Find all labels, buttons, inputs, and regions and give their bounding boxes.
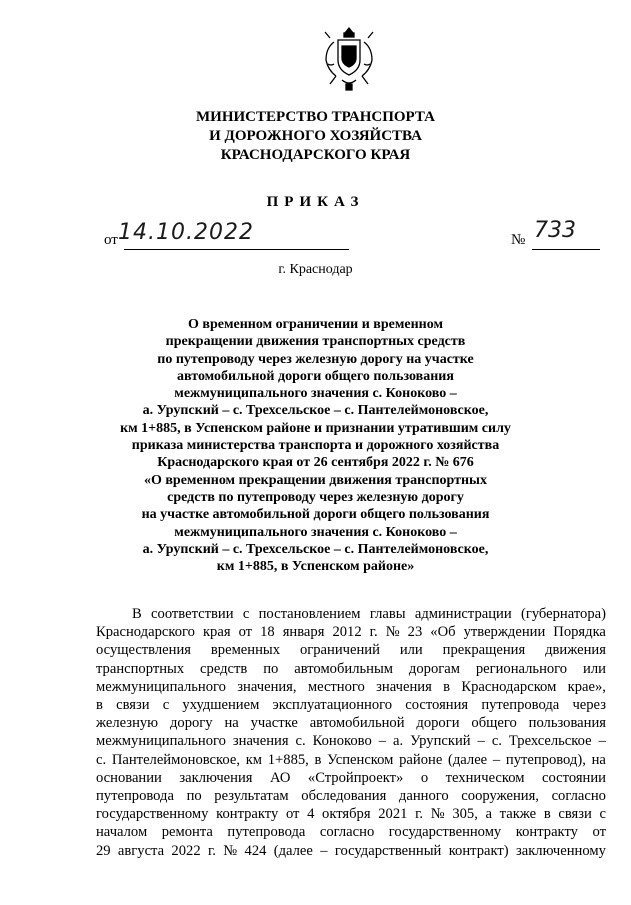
body-word: путепровода: [96, 788, 174, 805]
body-word: пользования: [528, 715, 606, 732]
body-word: км: [245, 751, 263, 768]
title-line: приказа министерства транспорта и дорожного хозяйства: [131, 438, 500, 454]
body-word: Пантелеймоновское,: [111, 751, 240, 768]
body-word: 1+885,: [267, 751, 309, 768]
body-word: прекращения: [442, 642, 526, 659]
body-word: г.: [369, 624, 378, 641]
body-word: местного: [307, 678, 365, 695]
body-word: 424: [244, 842, 267, 859]
body-word: с.: [96, 751, 107, 768]
body-word: транспортных: [96, 660, 185, 677]
body-word: регионального: [475, 660, 568, 677]
body-word: 23: [407, 624, 423, 641]
title-line: Краснодарского края от 26 сентября 2022 г. № 676: [157, 455, 474, 471]
body-word: автомобильным: [294, 660, 393, 677]
body-word: началом: [96, 824, 148, 841]
body-word: АО: [270, 769, 291, 786]
body-word: а: [485, 806, 492, 823]
body-word: заключения: [179, 769, 253, 786]
body-word: 305,: [452, 806, 478, 823]
body-text: [96, 605, 606, 860]
body-word: (губернатора): [520, 606, 606, 622]
body-word: Краснодарском: [461, 678, 557, 695]
body-word: техническом: [445, 769, 525, 786]
body-word: по: [263, 660, 279, 677]
handwritten-number: 733: [534, 218, 576, 243]
body-word: государственный: [334, 842, 442, 859]
body-word: железную: [96, 715, 159, 732]
body-word: постановлением: [258, 606, 361, 622]
body-word: в: [314, 751, 322, 768]
title-line: О временном ограничении и временном: [188, 317, 443, 332]
body-word: г.: [415, 806, 424, 823]
body-word: с.: [295, 733, 306, 750]
body-word: путепровод),: [505, 751, 586, 768]
handwritten-date: 14.10.2022: [118, 220, 254, 245]
body-line: [96, 842, 606, 860]
title-line: км 1+885, в Успенском районе»: [216, 559, 415, 575]
body-word: а.: [393, 733, 404, 750]
body-word: в: [543, 806, 551, 823]
ministry-name: [0, 108, 631, 165]
body-word: дороги: [416, 715, 460, 732]
body-word: основании: [96, 769, 162, 786]
body-word: заключенному: [515, 842, 606, 859]
body-word: районе: [399, 751, 443, 768]
body-word: осуществления: [96, 642, 191, 659]
body-line: [96, 787, 606, 805]
body-line: [96, 823, 606, 841]
body-word: автомобильной: [309, 715, 405, 732]
body-word: 29: [96, 842, 111, 859]
body-line: [96, 660, 606, 678]
body-line: [96, 769, 606, 787]
body-line: [96, 751, 606, 769]
body-word: крае»,: [567, 678, 606, 695]
body-word: обследования: [301, 788, 387, 805]
body-word: состоянии: [542, 769, 606, 786]
body-word: состояния: [405, 697, 469, 714]
date-label: от: [104, 232, 118, 248]
body-line: [96, 732, 606, 750]
body-word: путепровода: [227, 824, 306, 841]
body-word: или: [583, 660, 606, 677]
body-word: в: [96, 697, 103, 714]
body-line: [96, 678, 606, 696]
order-title: [0, 316, 631, 575]
body-word: Трехсельское: [508, 733, 592, 750]
title-line: на участке автомобильной дороги общего пользования: [141, 507, 490, 523]
body-word: Урупский: [410, 733, 471, 750]
body-word: ухудшением: [182, 697, 260, 714]
body-line: [96, 805, 606, 823]
body-word: движения: [545, 642, 606, 659]
body-word: Успенском: [327, 751, 394, 768]
body-word: значения: [376, 678, 432, 695]
body-word: с: [599, 806, 606, 823]
title-line: км 1+885, в Успенском районе и признании утратившим силу: [120, 420, 511, 436]
body-word: края: [202, 624, 231, 641]
body-line: [96, 696, 606, 714]
body-word: связи: [558, 806, 592, 823]
body-word: по: [186, 788, 202, 805]
body-word: или: [399, 642, 423, 659]
body-word: связи: [116, 697, 150, 714]
body-word: 4: [307, 806, 315, 823]
body-word: согласно: [551, 788, 606, 805]
body-word: от: [238, 624, 253, 641]
body-word: Коноково: [312, 733, 372, 750]
body-word: значения,: [237, 678, 297, 695]
body-word: Порядка: [553, 624, 606, 641]
body-word: Краснодарского: [96, 624, 195, 641]
body-word: государственному: [96, 806, 209, 823]
body-word: в: [443, 678, 451, 695]
body-word: 2021: [378, 806, 408, 823]
title-line: межмуниципального значения с. Коноково –: [174, 386, 457, 402]
body-word: г.: [207, 842, 216, 859]
body-word: 2022: [171, 842, 201, 859]
body-word: участке: [250, 715, 298, 732]
body-word: сооружения,: [461, 788, 539, 805]
title-line: по путепроводу через железную дорогу на участке: [157, 351, 474, 367]
body-word: средств: [200, 660, 248, 677]
body-word: №: [430, 806, 445, 823]
body-word: межмуниципального: [96, 678, 226, 695]
body-word: контракт): [448, 842, 509, 859]
document-type: ПРИКАЗ: [266, 194, 365, 210]
body-word: дорогам: [408, 660, 460, 677]
body-line: [96, 623, 606, 641]
title-line: «О временном прекращении движения транспортных: [143, 472, 487, 488]
body-word: 2012: [332, 624, 362, 641]
body-word: от: [285, 806, 300, 823]
body-word: согласно: [319, 824, 375, 841]
body-word: на: [224, 715, 239, 732]
body-word: (далее: [273, 842, 313, 859]
body-word: –: [492, 751, 501, 768]
body-word: контракту: [515, 824, 578, 841]
body-word: января: [282, 624, 325, 641]
body-word: контракту: [216, 806, 279, 823]
body-word: №: [385, 624, 400, 641]
city: г. Краснодар: [278, 262, 353, 277]
body-word: общего: [471, 715, 517, 732]
body-word: главы: [369, 606, 406, 622]
body-word: на: [591, 751, 606, 768]
title-line: прекращении движения транспортных средств: [165, 334, 466, 350]
body-word: –: [320, 842, 328, 859]
body-word: –: [598, 733, 606, 750]
body-word: результатам: [214, 788, 289, 805]
body-word: эксплуатационного: [272, 697, 393, 714]
title-line: средств по путепроводу через железную дорогу: [167, 489, 464, 505]
title-line: автомобильной дороги общего пользования: [177, 368, 454, 384]
body-word: «Об: [430, 624, 456, 641]
ministry-name-line: КРАСНОДАРСКОГО КРАЯ: [220, 147, 411, 163]
body-word: с.: [491, 733, 502, 750]
body-word: ограничений: [299, 642, 380, 659]
body-word: августа: [117, 842, 165, 859]
body-word: временных: [210, 642, 281, 659]
body-word: через: [572, 697, 606, 714]
body-word: соответствии: [151, 606, 234, 622]
coat-of-arms-icon: [320, 24, 378, 92]
ministry-name-line: И ДОРОЖНОГО ХОЗЯЙСТВА: [209, 128, 422, 144]
body-word: от: [592, 824, 606, 841]
body-line: [96, 605, 606, 623]
title-line: межмуниципального значения с. Коноково –: [174, 524, 457, 540]
body-word: данного: [398, 788, 449, 805]
number-label: №: [511, 232, 526, 248]
body-word: –: [477, 733, 485, 750]
body-word: с: [242, 606, 250, 622]
title-line: а. Урупский – с. Трехсельское – с. Пантелеймоновское,: [142, 541, 489, 557]
body-word: значения: [232, 733, 289, 750]
body-word: государственному: [388, 824, 502, 841]
body-word: путепровода: [481, 697, 560, 714]
body-word: с: [162, 697, 170, 714]
body-word: администрации: [414, 606, 512, 622]
ministry-name-line: МИНИСТЕРСТВО ТРАНСПОРТА: [196, 109, 435, 125]
body-word: ремонта: [161, 824, 213, 841]
body-word: (далее: [448, 751, 488, 768]
body-word: –: [378, 733, 387, 750]
body-word: 18: [260, 624, 275, 641]
body-word: дорогу: [169, 715, 213, 732]
title-line: а. Урупский – с. Трехсельское – с. Пантелеймоновское,: [142, 403, 489, 419]
body-word: №: [223, 842, 238, 859]
body-word: межмуниципального: [96, 733, 226, 750]
body-word: утверждении: [463, 624, 546, 641]
body-word: октября: [322, 806, 371, 823]
body-word: о: [420, 769, 429, 786]
body-word: В: [132, 606, 142, 622]
body-word: также: [499, 806, 537, 823]
body-word: «Стройпроект»: [307, 769, 404, 786]
body-line: [96, 714, 606, 732]
body-line: [96, 641, 606, 659]
